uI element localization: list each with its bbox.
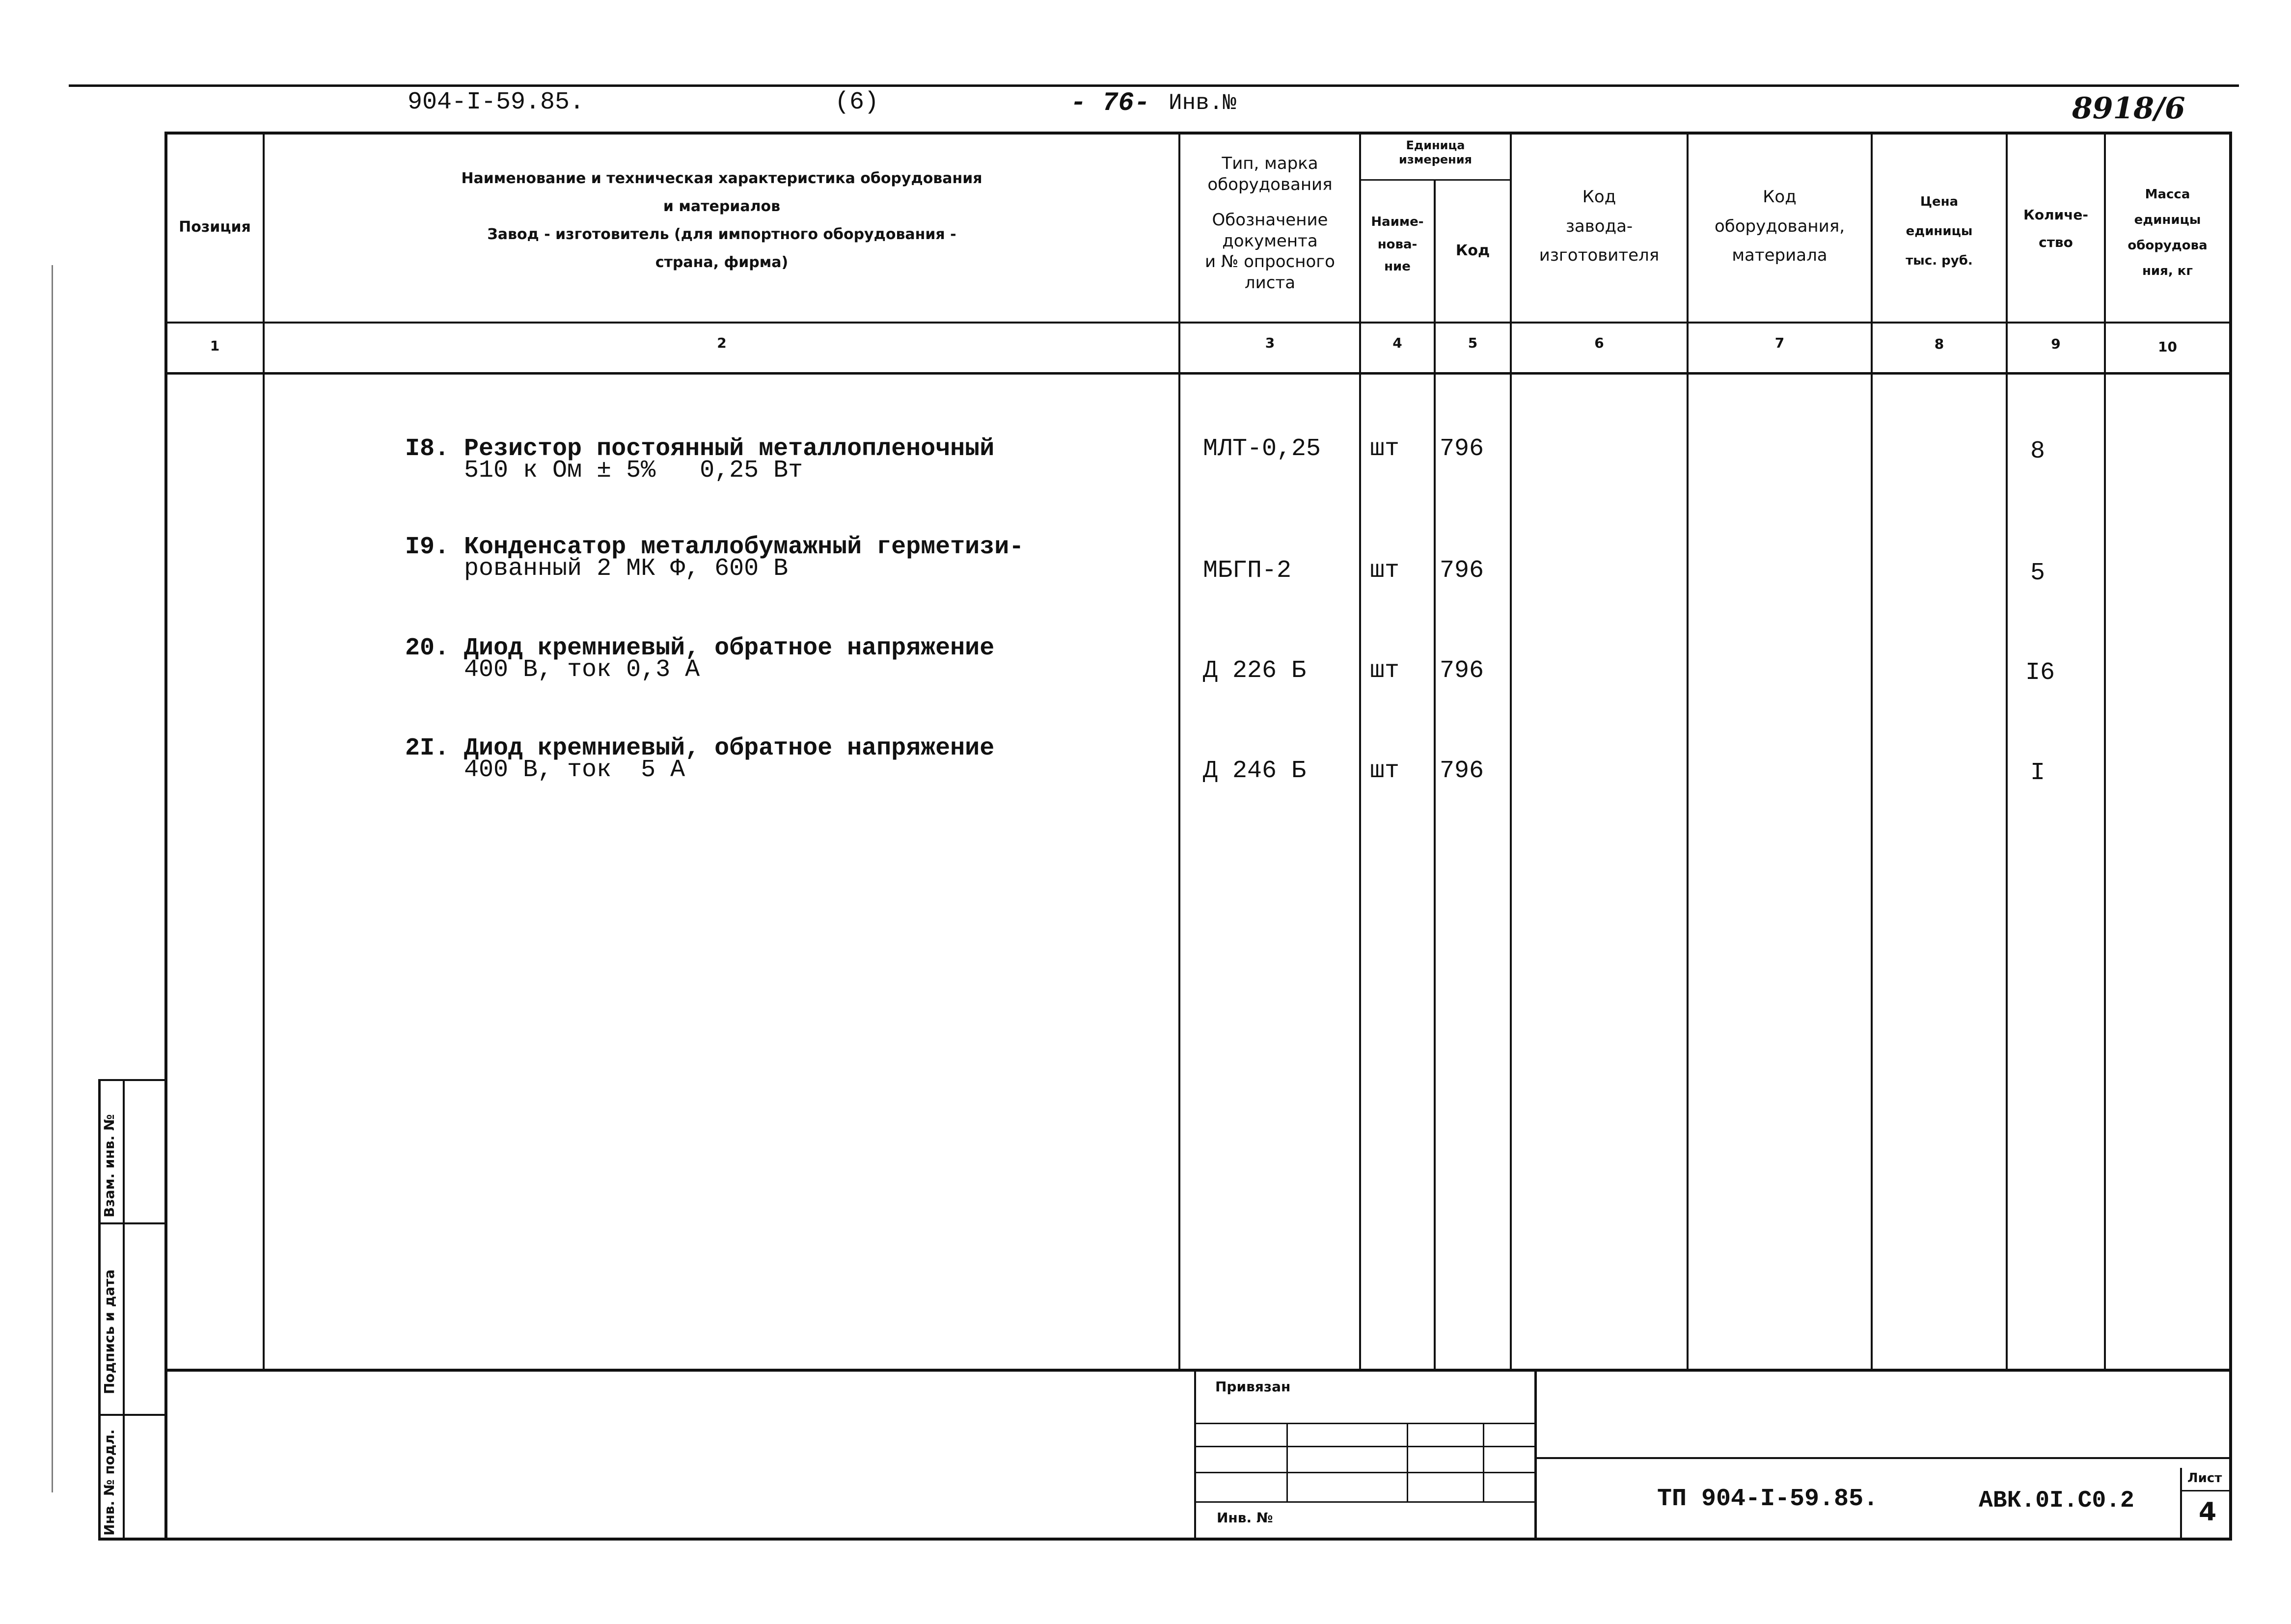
side-label-podpis: Подпись и дата <box>101 1269 117 1394</box>
col-num-5: 5 <box>1468 335 1478 351</box>
unit-group-rule <box>1360 179 1510 181</box>
sheet-cell-mid <box>2182 1490 2231 1491</box>
col-header-1: Позиция <box>179 218 251 236</box>
stamp-vsep-2 <box>1407 1423 1408 1502</box>
col-sep-4 <box>1434 179 1436 1370</box>
sheet-cell-left <box>2180 1468 2182 1539</box>
album-code: АВК.0I.С0.2 <box>1979 1488 2134 1514</box>
side-label-vzam: Взам. инв. № <box>101 1114 117 1218</box>
col-sep-3 <box>1359 132 1361 1370</box>
page-number: - 76- <box>1070 88 1150 118</box>
row-name-line2: 400 В, ток 5 А <box>405 756 685 784</box>
row-name-line2: 400 В, ток 0,3 А <box>405 656 700 684</box>
row-type: Д 226 Б <box>1203 657 1307 685</box>
header-bottom <box>164 322 2232 324</box>
frame-bottom <box>98 1538 2232 1541</box>
row-unit: шт <box>1370 657 1400 685</box>
col-num-1: 1 <box>210 338 220 354</box>
stamp-privyazan: Привязан <box>1215 1379 1291 1395</box>
col-header-10: Масса единицы оборудова ния, кг <box>2127 187 2208 278</box>
col-num-9: 9 <box>2051 336 2061 352</box>
numbers-bottom <box>164 372 2232 375</box>
row-qty: 5 <box>2030 559 2046 587</box>
sheet-index: (6) <box>835 88 879 116</box>
sheet-label: Лист <box>2187 1471 2222 1486</box>
side-sep-1 <box>98 1222 166 1224</box>
inv-number: 8918/6 <box>2072 91 2185 126</box>
col-num-10: 10 <box>2158 339 2177 355</box>
top-rule <box>69 84 2239 87</box>
row-qty: 8 <box>2030 437 2046 465</box>
stamp-right <box>1534 1370 1537 1539</box>
col-sep-6 <box>1687 132 1689 1370</box>
col-sep-1 <box>263 132 265 1370</box>
col-num-6: 6 <box>1594 335 1604 351</box>
col-num-8: 8 <box>1934 336 1944 352</box>
row-name-line1: I8. Резистор постоянный металлопленочный <box>405 435 995 463</box>
col-sep-2 <box>1178 132 1180 1370</box>
side-label-inv-podl: Инв. № подл. <box>101 1429 117 1536</box>
col-header-8: Цена единицы тыс. руб. <box>1906 194 1973 268</box>
row-code: 796 <box>1440 435 1484 463</box>
row-type: МЛТ-0,25 <box>1203 435 1321 463</box>
row-code: 796 <box>1440 557 1484 585</box>
row-unit: шт <box>1370 557 1400 585</box>
doc-code: ТП 904-I-59.85. <box>1657 1485 1879 1513</box>
title-rule <box>1537 1457 2232 1459</box>
col-header-9: Количе- ство <box>2023 207 2089 250</box>
col-num-4: 4 <box>1392 335 1402 351</box>
col-header-2: Наименование и техническая характеристика оборудования и материалов Завод - изготовитель (для импортного оборудования - страна, фирма) <box>461 170 982 271</box>
row-name-line2: рованный 2 МК Ф, 600 В <box>405 555 789 583</box>
unit-group-header: Единица измерения <box>1399 138 1472 166</box>
stamp-left <box>1194 1370 1196 1539</box>
inv-label: Инв.№ <box>1169 90 1237 116</box>
side-sep-2 <box>98 1414 166 1416</box>
col-sep-7 <box>1871 132 1873 1370</box>
row-qty: I <box>2030 759 2046 787</box>
row-unit: шт <box>1370 757 1400 785</box>
frame-right <box>2229 132 2232 1541</box>
project-code: 904-I-59.85. <box>408 88 585 116</box>
body-bottom <box>164 1369 2232 1372</box>
col-sep-5 <box>1510 132 1512 1370</box>
side-box-mid <box>123 1079 125 1541</box>
sheet-number: 4 <box>2199 1497 2217 1527</box>
col-header-4: Наиме- нова- ние <box>1371 215 1424 274</box>
col-header-3: Тип, марка оборудования Обозначение документа и № опросного листа <box>1205 154 1335 293</box>
col-num-7: 7 <box>1774 335 1785 351</box>
row-qty: I6 <box>2025 659 2055 687</box>
row-name-line2: 510 к Ом ± 5% 0,25 Вт <box>405 457 803 485</box>
col-sep-9 <box>2104 132 2106 1370</box>
col-num-3: 3 <box>1265 335 1275 351</box>
row-type: Д 246 Б <box>1203 757 1307 785</box>
col-header-7: Код оборудования, материала <box>1714 187 1845 265</box>
frame-top <box>164 132 2232 135</box>
left-margin-trace <box>52 265 53 1492</box>
col-sep-8 <box>2006 132 2008 1370</box>
col-header-6: Код завода- изготовителя <box>1539 187 1660 265</box>
row-code: 796 <box>1440 757 1484 785</box>
row-unit: шт <box>1370 435 1400 463</box>
col-num-2: 2 <box>717 335 727 351</box>
row-name-line1: 2I. Диод кремниевый, обратное напряжение <box>405 734 995 762</box>
row-code: 796 <box>1440 657 1484 685</box>
col-header-5: Код <box>1455 242 1490 259</box>
stamp-vsep-1 <box>1286 1423 1288 1502</box>
stamp-vsep-3 <box>1483 1423 1484 1502</box>
stamp-inv-no: Инв. № <box>1217 1510 1273 1526</box>
row-name-line1: 20. Диод кремниевый, обратное напряжение <box>405 634 995 662</box>
side-box-left <box>98 1079 101 1541</box>
row-type: МБГП-2 <box>1203 557 1292 585</box>
side-box-top <box>98 1079 166 1081</box>
row-name-line1: I9. Конденсатор металлобумажный герметизи- <box>405 533 1024 561</box>
